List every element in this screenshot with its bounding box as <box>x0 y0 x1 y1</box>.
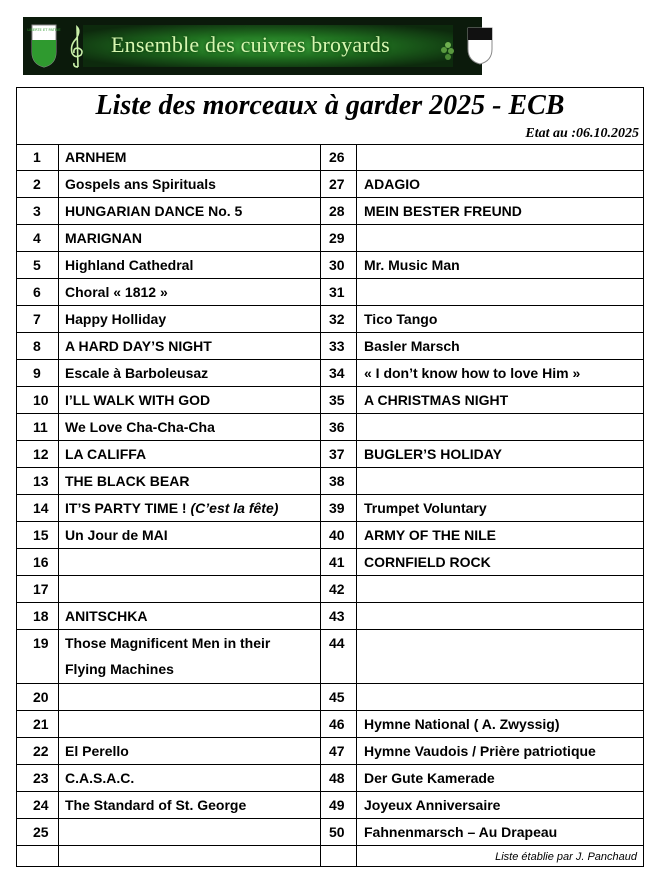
item-number: 11 <box>17 414 59 440</box>
item-number: 37 <box>321 441 357 467</box>
table-row <box>17 468 643 495</box>
item-title: CORNFIELD ROCK <box>364 554 491 570</box>
item-number: 46 <box>321 711 357 737</box>
item-title: Der Gute Kamerade <box>364 770 495 786</box>
item-number: 43 <box>321 603 357 629</box>
table-row <box>17 225 643 252</box>
item-title-text: IT’S PARTY TIME ! <box>65 500 187 516</box>
item-title: Basler Marsch <box>364 338 460 354</box>
item-title <box>357 414 643 440</box>
item-title: ARMY OF THE NILE <box>364 527 496 543</box>
banner <box>23 17 482 75</box>
empty-cell <box>59 846 321 866</box>
item-number: 38 <box>321 468 357 494</box>
item-number: 15 <box>17 522 59 548</box>
empty-cell <box>357 846 643 866</box>
item-title: Mr. Music Man <box>364 257 460 273</box>
table-row <box>17 279 643 306</box>
item-number: 22 <box>17 738 59 764</box>
item-title: A HARD DAY’S NIGHT <box>59 333 321 359</box>
table-row <box>17 603 643 630</box>
item-number: 25 <box>17 819 59 845</box>
item-title <box>357 225 643 251</box>
item-title: MARIGNAN <box>59 225 321 251</box>
item-number: 8 <box>17 333 59 359</box>
item-number: 17 <box>17 576 59 602</box>
table-row <box>17 522 643 549</box>
item-title: El Perello <box>59 738 321 764</box>
item-title: ARNHEM <box>59 144 321 170</box>
item-title: Un Jour de MAI <box>59 522 321 548</box>
item-number: 29 <box>321 225 357 251</box>
item-title-subtitle: (C’est la fête) <box>190 500 279 516</box>
item-number: 35 <box>321 387 357 413</box>
item-number: 41 <box>321 549 357 575</box>
item-title <box>59 819 321 845</box>
table-row <box>17 819 643 846</box>
item-number: 34 <box>321 360 357 386</box>
item-number: 39 <box>321 495 357 521</box>
item-title: LA CALIFFA <box>59 441 321 467</box>
item-title: ANITSCHKA <box>59 603 321 629</box>
table-header <box>17 88 643 145</box>
table-row <box>17 171 643 198</box>
item-number: 26 <box>321 144 357 170</box>
item-number: 10 <box>17 387 59 413</box>
empty-cell <box>17 846 59 866</box>
item-title-line: Flying Machines <box>65 661 174 677</box>
item-number: 50 <box>321 819 357 845</box>
status-date: Etat au :06.10.2025 <box>525 126 639 141</box>
item-number: 32 <box>321 306 357 332</box>
table-row <box>17 144 643 171</box>
table-row <box>17 495 643 522</box>
item-title <box>59 711 321 737</box>
table-row <box>17 684 643 711</box>
item-title <box>357 279 643 305</box>
item-number: 42 <box>321 576 357 602</box>
item-title: The Standard of St. George <box>59 792 321 818</box>
item-title: Fahnenmarsch – Au Drapeau <box>364 824 558 840</box>
table-row <box>17 630 643 684</box>
item-number: 5 <box>17 252 59 278</box>
item-number: 1 <box>17 144 59 170</box>
item-title <box>357 630 643 683</box>
item-title: I’LL WALK WITH GOD <box>59 387 321 413</box>
item-number: 30 <box>321 252 357 278</box>
item-title: MEIN BESTER FREUND <box>364 203 522 219</box>
table-row <box>17 360 643 387</box>
empty-cell <box>321 846 357 866</box>
item-number: 19 <box>17 630 59 683</box>
item-number: 20 <box>17 684 59 710</box>
item-title <box>357 144 643 170</box>
item-number: 13 <box>17 468 59 494</box>
vaud-shield-icon <box>27 24 61 68</box>
table-row <box>17 549 643 576</box>
table-row <box>17 252 643 279</box>
item-number: 27 <box>321 171 357 197</box>
item-number: 44 <box>321 630 357 683</box>
table-row <box>17 198 643 225</box>
item-title: « I don’t know how to love Him » <box>364 365 581 381</box>
song-list-table <box>16 87 644 867</box>
item-title: Happy Holliday <box>59 306 321 332</box>
table-row <box>17 441 643 468</box>
item-number: 24 <box>17 792 59 818</box>
item-number: 33 <box>321 333 357 359</box>
item-title: HUNGARIAN DANCE No. 5 <box>59 198 321 224</box>
item-number: 12 <box>17 441 59 467</box>
item-title <box>357 684 643 710</box>
item-title <box>59 684 321 710</box>
item-number: 3 <box>17 198 59 224</box>
item-title <box>59 549 321 575</box>
footer-credit: Liste établie par J. Panchaud <box>495 851 637 863</box>
table-row <box>17 792 643 819</box>
fribourg-shield-icon <box>467 27 493 65</box>
item-title: C.A.S.A.C. <box>59 765 321 791</box>
table-row <box>17 333 643 360</box>
item-number: 23 <box>17 765 59 791</box>
item-number: 48 <box>321 765 357 791</box>
item-title: Trumpet Voluntary <box>364 500 487 516</box>
table-row <box>17 414 643 441</box>
item-title <box>59 630 321 683</box>
item-number: 7 <box>17 306 59 332</box>
table-row <box>17 711 643 738</box>
item-number: 14 <box>17 495 59 521</box>
table-row <box>17 576 643 603</box>
item-title: Hymne National ( A. Zwyssig) <box>364 716 560 732</box>
item-number: 2 <box>17 171 59 197</box>
item-number: 36 <box>321 414 357 440</box>
item-number: 9 <box>17 360 59 386</box>
item-title: Escale à Barboleusaz <box>59 360 321 386</box>
item-title: Highland Cathedral <box>59 252 321 278</box>
item-number: 18 <box>17 603 59 629</box>
item-title-line: Those Magnificent Men in their <box>65 635 271 651</box>
item-number: 4 <box>17 225 59 251</box>
table-row <box>17 387 643 414</box>
item-number: 40 <box>321 522 357 548</box>
item-title: THE BLACK BEAR <box>59 468 321 494</box>
treble-clef-icon <box>67 23 87 69</box>
item-title: ADAGIO <box>364 176 420 192</box>
item-number: 6 <box>17 279 59 305</box>
item-title: Choral « 1812 » <box>59 279 321 305</box>
item-title: BUGLER’S HOLIDAY <box>364 446 502 462</box>
item-number: 28 <box>321 198 357 224</box>
item-title <box>357 576 643 602</box>
table-row <box>17 765 643 792</box>
item-number: 47 <box>321 738 357 764</box>
item-title: Hymne Vaudois / Prière patriotique <box>364 743 596 759</box>
table-row <box>17 738 643 765</box>
item-title <box>357 468 643 494</box>
item-title: Joyeux Anniversaire <box>364 797 501 813</box>
item-number: 21 <box>17 711 59 737</box>
item-number: 49 <box>321 792 357 818</box>
item-title <box>59 576 321 602</box>
page-title: Liste des morceaux à garder 2025 - ECB <box>95 90 565 121</box>
item-number: 45 <box>321 684 357 710</box>
item-title: Gospels ans Spirituals <box>59 171 321 197</box>
item-title <box>357 603 643 629</box>
svg-text:LIBERTE ET PATRIE: LIBERTE ET PATRIE <box>27 28 61 32</box>
item-title: We Love Cha-Cha-Cha <box>59 414 321 440</box>
item-title <box>59 495 321 521</box>
item-number: 31 <box>321 279 357 305</box>
banner-title: Ensemble des cuivres broyards <box>111 32 390 57</box>
footer-row <box>17 846 643 866</box>
item-number: 16 <box>17 549 59 575</box>
item-title: A CHRISTMAS NIGHT <box>364 392 509 408</box>
table-row <box>17 306 643 333</box>
item-title: Tico Tango <box>364 311 438 327</box>
grape-vine-icon <box>438 35 458 65</box>
